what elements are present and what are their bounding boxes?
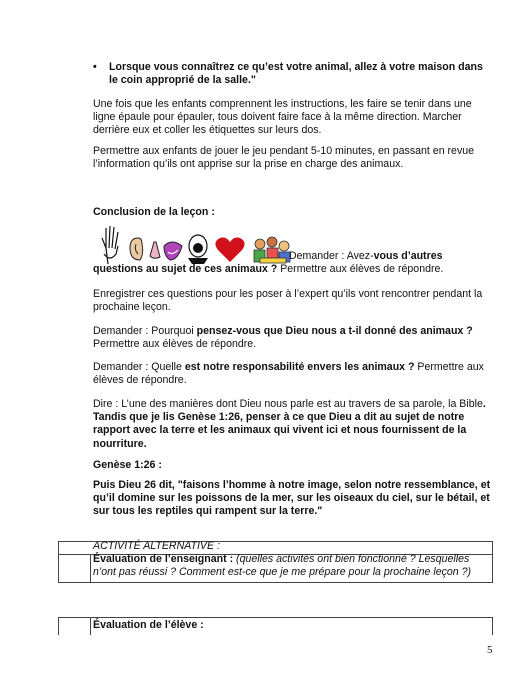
alternative-activity-label: ACTIVITÉ ALTERNATIVE :	[93, 540, 220, 552]
demander-question: vous d’autres questions au sujet de ces animaux ?	[93, 250, 443, 276]
demander-suffix: Permettre aux élèves de répondre.	[93, 361, 484, 387]
dire-text: Dire : L’une des manières dont Dieu nous parle est au travers de sa parole, la Bible	[93, 398, 483, 410]
conclusion-heading: Conclusion de la leçon :	[93, 206, 215, 218]
paragraph-record-questions: Enregistrer ces questions pour les poser à l’expert qu’ils vont rencontrer pendant la prochaine leçon.	[93, 288, 483, 314]
question-responsibility	[93, 361, 493, 387]
teacher-evaluation-label: Évaluation de l’enseignant :	[93, 553, 234, 565]
paragraph-say	[93, 398, 493, 451]
teacher-evaluation-prompt: (quelles activités ont bien fonctionné ? Lesquelles n’ont pas réussi ? Comment est-ce que je me prépare pour la prochaine leçon ?)	[93, 553, 472, 578]
question-why-animals	[93, 325, 493, 351]
teacher-evaluation	[93, 553, 488, 579]
demander-prefix: Demander : Pourquoi	[93, 325, 197, 337]
paragraph-game: Permettre aux enfants de jouer le jeu pendant 5-10 minutes, en passant en revue l’information qu’ils ont apprise sur la prise en charge des animaux.	[93, 145, 475, 171]
page-number: 5	[487, 644, 493, 656]
question-other-animals	[93, 250, 493, 276]
genesis-quote: Puis Dieu 26 dit, "faisons l’homme à notre image, selon notre ressemblance, et qu’il domine sur les poissons de la mer, sur les oiseaux du ciel, sur le bétail, et sur tous les reptiles qui rampent sur la terre."	[93, 479, 491, 518]
student-evaluation-label: Évaluation de l’élève :	[93, 619, 204, 631]
genesis-reference: Genèse 1:26 :	[93, 459, 162, 471]
demander-question: est notre responsabilité envers les animaux ?	[184, 361, 415, 373]
instruction-bullet	[93, 61, 493, 87]
bullet-text: Lorsque vous connaîtrez ce qu’est votre animal, allez à votre maison dans le coin approprié de la salle."	[109, 61, 483, 87]
demander-prefix: Demander : Quelle	[93, 361, 185, 373]
bullet-symbol: •	[93, 61, 97, 73]
demander-prefix: Demander : Avez-	[289, 250, 374, 262]
demander-question: pensez-vous que Dieu nous a t-il donné des animaux ?	[196, 325, 473, 337]
demander-suffix: Permettre aux élèves de répondre.	[93, 338, 257, 351]
paragraph-instructions: Une fois que les enfants comprennent les instructions, les faire se tenir dans une ligne épaule pour épauler, tous doivent faire face à la même direction. Marcher derrière eux et coller les étiquettes sur leurs dos.	[93, 98, 472, 137]
demander-suffix: Permettre aux élèves de répondre.	[277, 263, 444, 276]
dire-bold-text: . Tandis que je lis Genèse 1:26, penser à ce que Dieu a dit au sujet de notre rapport avec la terre et les animaux qui vivent ici et nous fournissent de la nourriture.	[93, 398, 486, 450]
